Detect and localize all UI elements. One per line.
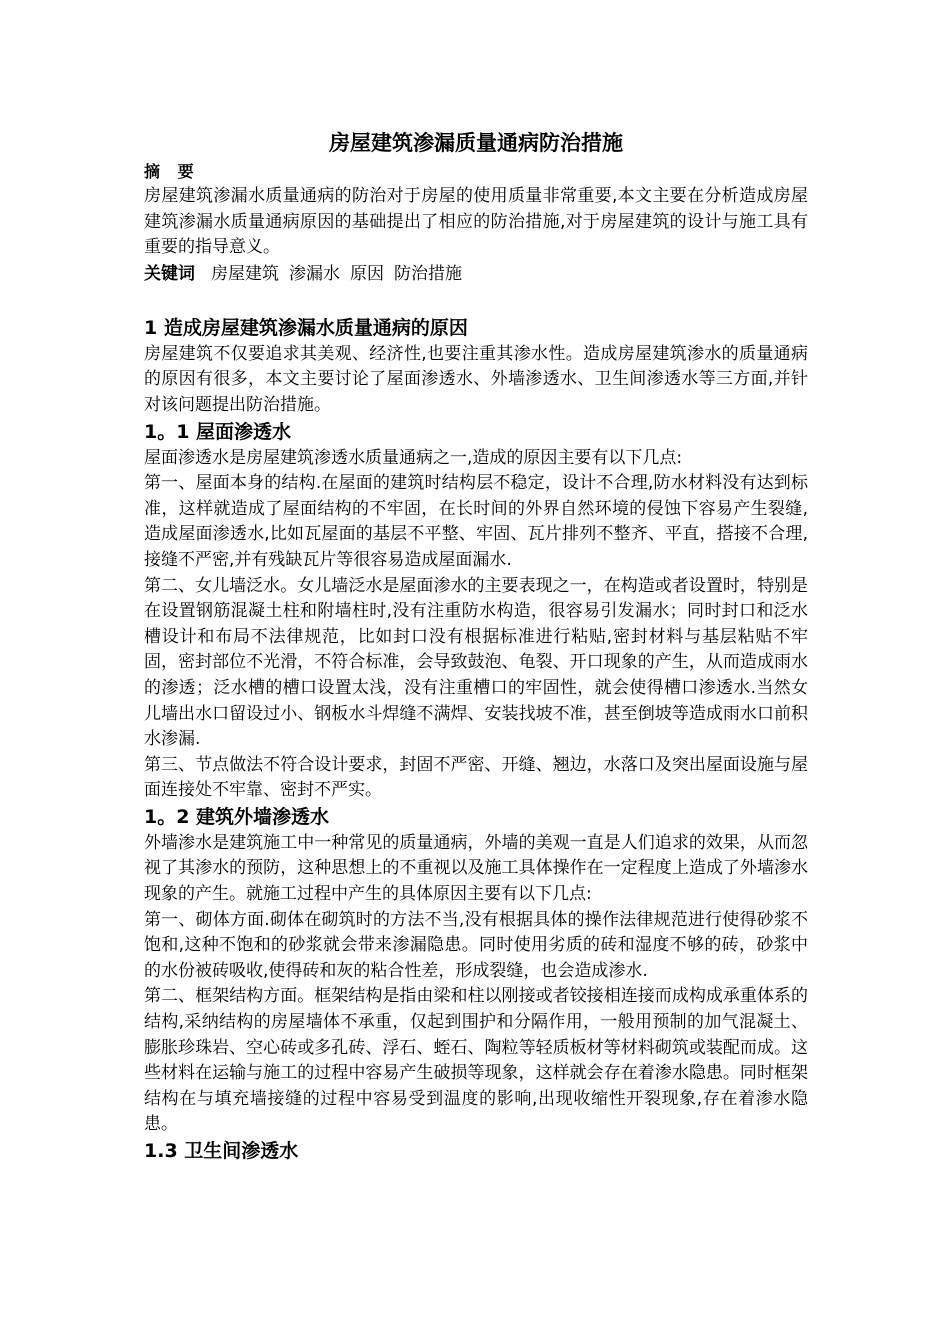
keyword: 防治措施 [394, 263, 462, 284]
paragraph: 第一、屋面本身的结构.在屋面的建筑时结构层不稳定，设计不合理,防水材料没有达到标准，这样就造成了屋面结构的不牢固，在长时间的外界自然环境的侵蚀下容易产生裂缝,造成屋面渗透水,比如瓦屋面的基层不平整、牢固、瓦片排列不整齐、平直，搭接不合理,接缝不严密,并有残缺瓦片等很容易造成屋面漏水. [144, 473, 808, 570]
paragraph: 屋面渗透水是房屋建筑渗透水质量通病之一,造成的原因主要有以下几点: [144, 447, 683, 468]
paragraph: 外墙渗水是建筑施工中一种常见的质量通病，外墙的美观一直是人们追求的效果，从而忽视了其渗水的预防，这种思想上的不重视以及施工具体操作在一定程度上造成了外墙渗水现象的产生。就施工过程中产生的具体原因主要有以下几点: [144, 832, 808, 905]
paragraph: 第二、框架结构方面。框架结构是指由梁和柱以刚接或者铰接相连接而成构成承重体系的结构,采纳结构的房屋墙体不承重，仅起到围护和分隔作用，一般用预制的加气混凝土、膨胀珍珠岩、空心砖或多孔砖、浮石、蛭石、陶粒等轻质板材等材料砌筑或装配而成。这些材料在运输与施工的过程中容易产生破损等现象，这样就会存在着渗水隐患。同时框架结构在与填充墙接缝的过程中容易受到温度的影响,出现收缩性开裂现象,存在着渗水隐患。 [144, 986, 808, 1135]
section-heading-1-2: 1。2 建筑外墙渗透水 [144, 805, 330, 828]
document-body [144, 128, 808, 1165]
section-1-intro: 房屋建筑不仅要追求其美观、经济性,也要注重其渗水性。造成房屋建筑渗水的质量通病的原因有很多，本文主要讨论了屋面渗透水、外墙渗透水、卫生间渗透水等三方面,并针对该问题提出防治措施。 [144, 343, 808, 415]
paragraph: 第一、砌体方面.砌体在砌筑时的方法不当,没有根据具体的操作法律规范进行使得砂浆不饱和,这种不饱和的砂浆就会带来渗漏隐患。同时使用劣质的砖和湿度不够的砖，砂浆中的水份被砖吸收,使得砖和灰的粘合性差，形成裂缝，也会造成渗水. [144, 909, 808, 981]
section-heading-1-3: 1.3 卫生间渗透水 [144, 1140, 299, 1162]
document-title: 房屋建筑渗漏质量通病防治措施 [329, 131, 623, 155]
paragraph: 第二、女儿墙泛水。女儿墙泛水是屋面渗水的主要表现之一，在构造或者设置时，特别是在设置钢筋混凝土柱和附墙柱时,没有注重防水构造，很容易引发漏水；同时封口和泛水槽设计和布局不法律规范，比如封口没有根据标准进行粘贴,密封材料与基层粘贴不牢固，密封部位不光滑，不符合标准，会导致鼓泡、龟裂、开口现象的产生，从而造成雨水的渗透；泛水槽的槽口设置太浅，没有注重槽口的牢固性，就会使得槽口渗透水.当然女儿墙出水口留设过小、钢板水斗焊缝不满焊、安装找坡不准，甚至倒坡等造成雨水口前积水渗漏. [144, 575, 808, 750]
paragraph: 第三、节点做法不符合设计要求，封固不严密、开缝、翘边，水落口及突出屋面设施与屋面连接处不牢靠、密封不严实。 [144, 754, 808, 801]
abstract-label: 摘 要 [144, 162, 200, 181]
keyword: 渗漏水 [289, 263, 340, 284]
keyword: 原因 [350, 263, 384, 284]
section-heading-1-1: 1。1 屋面渗透水 [144, 420, 292, 443]
keyword: 房屋建筑 [211, 263, 279, 284]
abstract-text: 房屋建筑渗漏水质量通病的防治对于房屋的使用质量非常重要,本文主要在分析造成房屋建筑渗漏水质量通病原因的基础提出了相应的防治措施,对于房屋建筑的设计与施工具有重要的指导意义。 [144, 186, 808, 258]
keywords-label: 关键词 [144, 263, 195, 284]
section-heading-1: 1 造成房屋建筑渗漏水质量通病的原因 [144, 316, 468, 339]
keywords-line [144, 261, 808, 287]
